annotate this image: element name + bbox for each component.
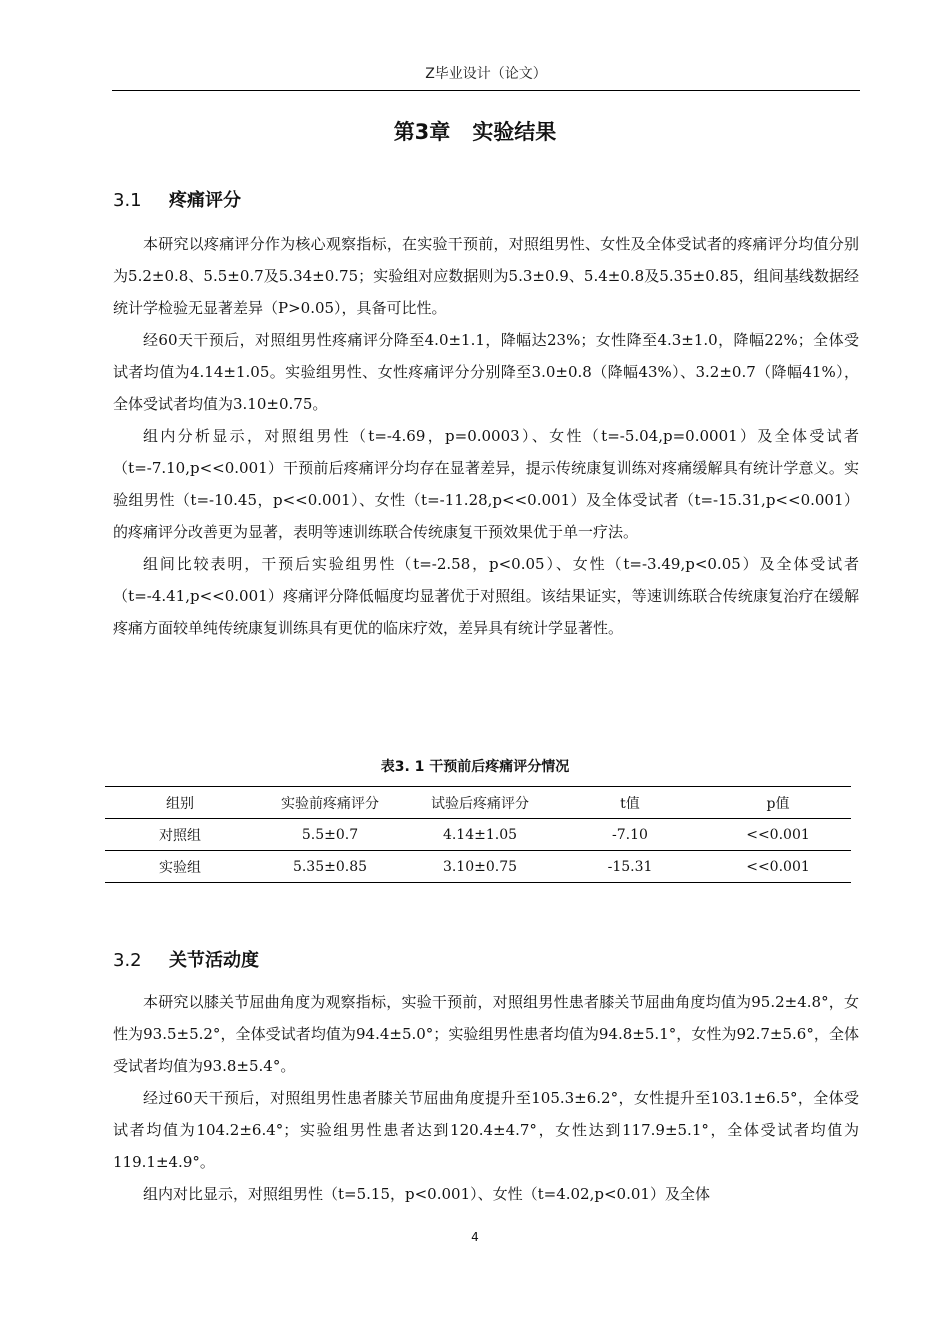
paragraph: 经60天干预后，对照组男性疼痛评分降至4.0±1.1，降幅达23%；女性降至4.3±1.0，降幅22%；全体受试者均值为4.14±1.05。实验组男性、女性疼痛评分分别降至3.0±0.8（降幅43%）、3.2±0.7（降幅41%），全体受试者均值为3.10±0.75。 [113,331,859,413]
table-cell: <<0.001 [746,858,810,875]
column-header: 组别 [166,795,194,812]
table-header-row [105,787,851,819]
paragraph: 组内分析显示，对照组男性（t=-4.69，p=0.0003）、女性（t=-5.04,p=0.0001）及全体受试者（t=-7.10,p<<0.001）干预前后疼痛评分均存在显著差异，提示传统康复训练对疼痛缓解具有统计学意义。实验组男性（t=-10.45，p<<0.001）、女性（t=-11.28,p<<0.001）及全体受试者（t=-15.31,p<<0.001）的疼痛评分改善更为显著，表明等速训练联合传统康复干预效果优于单一疗法。 [113,427,859,541]
chapter-name: 实验结果 [472,120,557,144]
table-cell: 实验组 [159,859,201,876]
pain-score-table [105,786,851,883]
column-header: 实验前疼痛评分 [281,795,379,812]
table-cell: 5.35±0.85 [292,858,368,875]
chapter-title [0,116,950,146]
chapter-number: 第3章 [393,120,451,144]
section-title: 关节活动度 [169,950,259,971]
section-title: 疼痛评分 [169,190,241,211]
paragraph: 组间比较表明，干预后实验组男性（t=-2.58，p<0.05）、女性（t=-3.49,p<0.05）及全体受试者（t=-4.41,p<<0.001）疼痛评分降低幅度均显著优于对照组。该结果证实，等速训练联合传统康复治疗在缓解疼痛方面较单纯传统康复训练具有更优的临床疗效，差异具有统计学显著性。 [113,555,859,637]
section-heading-2 [113,946,259,972]
section-number: 3.2 [113,950,142,971]
paragraph: 本研究以膝关节屈曲角度为观察指标，实验干预前，对照组男性患者膝关节屈曲角度均值为95.2±4.8°，女性为93.5±5.2°，全体受试者均值为94.4±5.0°；实验组男性患者均值为94.8±5.1°，女性为92.7±5.6°，全体受试者均值为93.8±5.4°。 [113,993,859,1075]
page-number: 4 [471,1230,479,1244]
column-header: p值 [766,795,790,812]
section-2-body [113,986,859,1210]
table-cell: 对照组 [159,827,201,844]
table-cell: -15.31 [607,858,653,875]
running-header [112,62,860,91]
paragraph: 组内对比显示，对照组男性（t=5.15，p<0.001）、女性（t=4.02,p<0.01）及全体 [143,1185,710,1203]
section-number: 3.1 [113,190,142,211]
table-cell: 5.5±0.7 [301,826,359,843]
table-cell: 4.14±1.05 [442,826,518,843]
table-row [105,819,851,851]
table-caption: 表3. 1 干预前后疼痛评分情况 [380,759,570,775]
table-cell: -7.10 [612,826,648,843]
paragraph: 经过60天干预后，对照组男性患者膝关节屈曲角度提升至105.3±6.2°，女性提升至103.1±6.5°，全体受试者均值为104.2±6.4°；实验组男性患者达到120.4±4.7°，女性达到117.9±5.1°，全体受试者均值为119.1±4.9°。 [113,1089,859,1171]
column-header: 试验后疼痛评分 [431,795,529,812]
header-title: Z毕业设计（论文） [425,66,547,82]
section-heading-1 [113,186,241,212]
column-header: t值 [620,795,640,812]
table-cell: <<0.001 [746,826,810,843]
table-cell: 3.10±0.75 [442,858,518,875]
table-row [105,851,851,883]
section-1-body [113,228,859,644]
paragraph: 本研究以疼痛评分作为核心观察指标，在实验干预前，对照组男性、女性及全体受试者的疼痛评分均值分别为5.2±0.8、5.5±0.7及5.34±0.75；实验组对应数据则为5.3±0.9、5.4±0.8及5.35±0.85，组间基线数据经统计学检验无显著差异（P>0.05），具备可比性。 [113,235,859,317]
